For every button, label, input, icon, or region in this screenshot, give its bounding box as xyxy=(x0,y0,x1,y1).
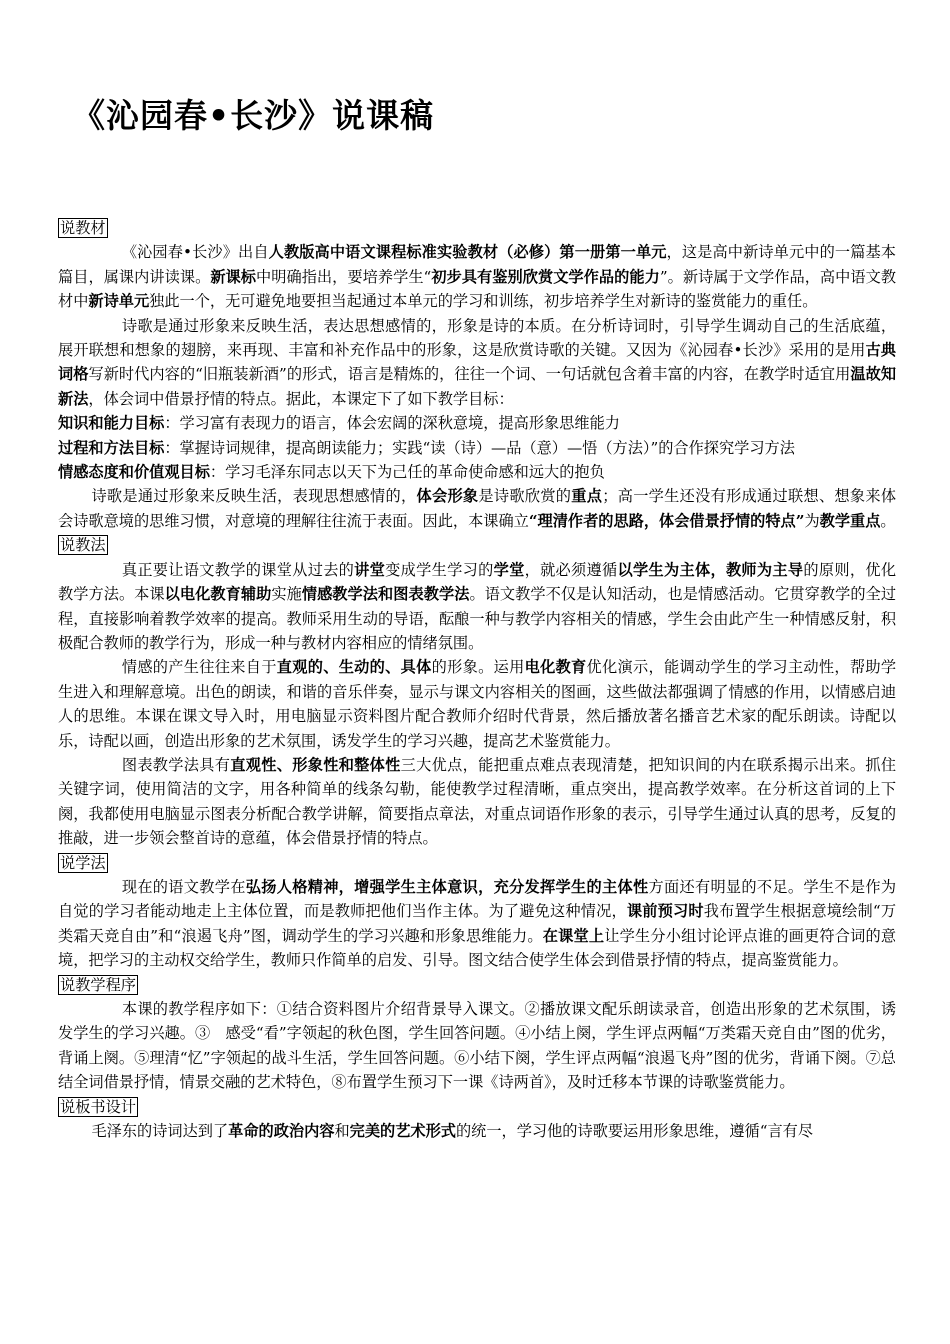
jiaofa-paragraph-2: 情感的产生往往来自于直观的、生动的、具体的形象。运用电化教育优化演示，能调动学生的学习主动性，帮助学生进入和理解意境。出色的朗读，和谐的音乐伴奏，显示与课文内容相关的图画，这些做法都强调了情感的作用，以情感启迪人的思维。本课在课文导入时，用电脑显示资料图片配合教师介绍时代背景，然后播放著名播音艺术家的配乐朗读。诗配以乐，诗配以画，创造出形象的艺术氛围，诱发学生的学习兴趣，提高艺术鉴赏能力。 xyxy=(58,658,897,750)
section-chengxu xyxy=(58,973,896,1095)
goal-knowledge: 知识和能力目标：学习富有表现力的语言，体会宏阔的深秋意境，提高形象思维能力 xyxy=(58,414,620,433)
goal-emotion: 情感态度和价值观目标：学习毛泽东同志以天下为己任的革命使命感和远大的抱负 xyxy=(58,463,605,482)
jiaocai-paragraph-1: 《沁园春•长沙》出自人教版高中语文课程标准实验教材（必修）第一册第一单元，这是高中新诗单元中的一篇基本篇目，属课内讲读课。新课标中明确指出，要培养学生“初步具有鉴别欣赏文学作品的能力”。新诗属于文学作品，高中语文教材中新诗单元独此一个，无可避免地要担当起通过本单元的学习和训练，初步培养学生对新诗的鉴赏能力的重任。 xyxy=(58,243,897,311)
chengxu-paragraph-1: 本课的教学程序如下：①结合资料图片介绍背景导入课文。②播放课文配乐朗读录音，创造出形象的艺术氛围，诱发学生的学习兴趣。③ 感受“看”字领起的秋色图，学生回答问题。④小结上阕，学生评点两幅“万类霜天竞自由”图的优劣，背诵上阕。⑤理清“忆”字领起的战斗生活，学生回答问题。⑥小结下阕，学生评点两幅“浪遏飞舟”图的优劣，背诵下阕。⑦总结全词借景抒情，情景交融的艺术特色，⑧布置学生预习下一课《诗两首》，及时迁移本节课的诗歌鉴赏能力。 xyxy=(58,1000,896,1092)
section-jiaocai xyxy=(58,216,896,533)
section-banshu xyxy=(58,1095,896,1144)
jiaofa-paragraph-3: 图表教学法具有直观性、形象性和整体性三大优点，能把重点难点表现清楚，把知识间的内在联系揭示出来。抓住关键字词，使用简洁的文字，用各种简单的线条勾勒，能使教学过程清晰，重点突出，提高教学效率。在分析这首词的上下阕，我都使用电脑显示图表分析配合教学讲解，简要指点章法，对重点词语作形象的表示，引导学生通过认真的思考，反复的推敲，进一步领会整首诗的意蕴，体会借景抒情的特点。 xyxy=(58,755,897,848)
document-title: 《沁园春•长沙》说课稿 xyxy=(72,96,435,135)
banshu-paragraph-1: 毛泽东的诗词达到了革命的政治内容和完美的艺术形式的统一，学习他的诗歌要运用形象思维，遵循“言有尽 xyxy=(91,1122,814,1141)
section-jiaofa xyxy=(58,533,896,850)
goal-process: 过程和方法目标：掌握诗词规律，提高朗读能力；实践“读（诗）—品（意）—悟（方法）”的合作探究学习方法 xyxy=(58,438,795,457)
document-body xyxy=(58,216,896,1143)
xuefa-paragraph-1: 现在的语文教学在弘扬人格精神，增强学生主体意识，充分发挥学生的主体性方面还有明显的不足。学生不是作为自觉的学习者能动地走上主体位置，而是教师把他们当作主体。为了避免这种情况，课前预习时我布置学生根据意境绘制“万类霜天竞自由”和“浪遏飞舟”图，调动学生的学习兴趣和形象思维能力。在课堂上让学生分小组讨论评点谁的画更符合词的意境，把学习的主动权交给学生，教师只作简单的启发、引导。图文结合使学生体会到借景抒情的特点，提高鉴赏能力。 xyxy=(58,877,897,970)
jiaocai-paragraph-2: 诗歌是通过形象来反映生活，表达思想感情的，形象是诗的本质。在分析诗词时，引导学生调动自己的生活底蕴，展开联想和想象的翅膀，来再现、丰富和补充作品中的形象，这是欣赏诗歌的关键。又因为《沁园春•长沙》采用的是用古典词格写新时代内容的“旧瓶装新酒”的形式，语言是精炼的，往往一个词、一句话就包含着丰富的内容，在教学时适宜用温故知新法，体会词中借景抒情的特点。据此，本课定下了如下教学目标： xyxy=(58,316,897,408)
jiaofa-paragraph-1: 真正要让语文教学的课堂从过去的讲堂变成学生学习的学堂，就必须遵循以学生为主体，教师为主导的原则，优化教学方法。本课以电化教育辅助实施情感教学法和图表教学法。语文教学不仅是认知活动，也是情感活动。它贯穿教学的全过程，直接影响着教学效率的提高。教师采用生动的导语，酝酿一种与教学内容相关的情感，学生会由此产生一种情感反射，积极配合教师的教学行为，形成一种与教材内容相应的情绪氛围。 xyxy=(58,560,897,652)
section-label-jiaofa: 说教法 xyxy=(60,536,106,555)
section-label-banshu: 说板书设计 xyxy=(60,1097,136,1116)
section-label-jiaocai: 说教材 xyxy=(60,219,106,237)
section-label-xuefa: 说学法 xyxy=(60,853,106,872)
jiaocai-paragraph-3: 诗歌是通过形象来反映生活，表现思想感情的，体会形象是诗歌欣赏的重点；高一学生还没有形成通过联想、想象来体会诗歌意境的思维习惯，对意境的理解往往流于表面。因此，本课确立“理清作者的思路，体会借景抒情的特点”为教学重点。 xyxy=(58,487,897,530)
section-label-chengxu: 说教学程序 xyxy=(60,975,136,994)
section-xuefa xyxy=(58,851,896,973)
